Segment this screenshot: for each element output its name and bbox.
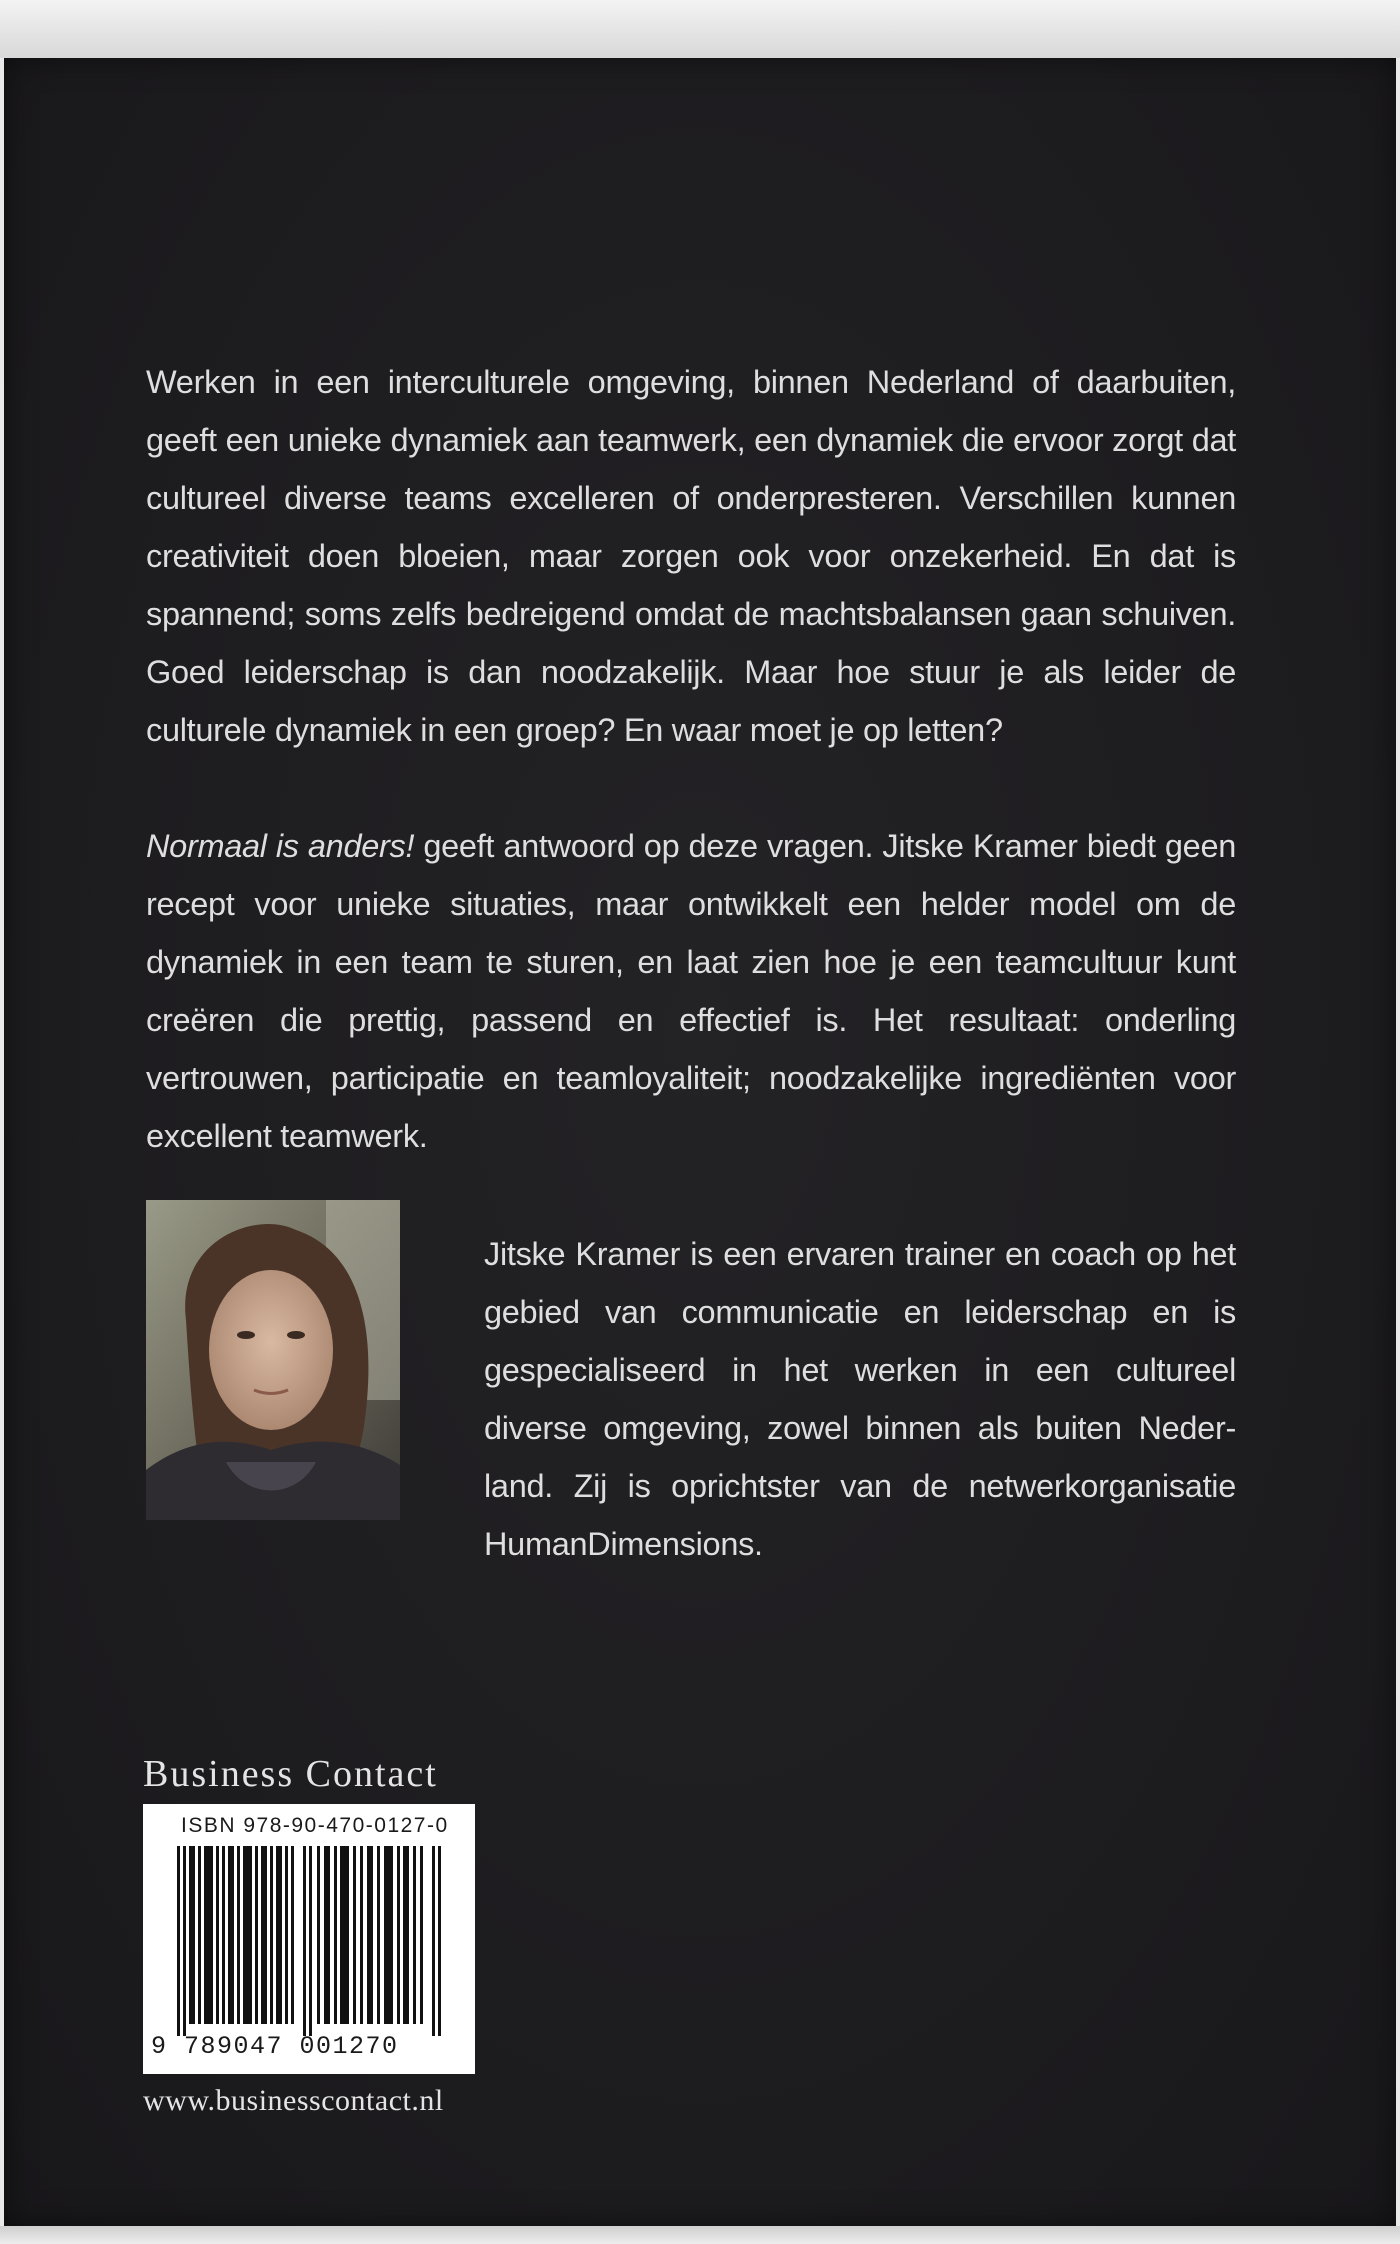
isbn-label: ISBN 978-90-470-0127-0 [181,1814,449,1837]
page-top-edge [0,0,1400,58]
page-bottom-edge [0,2226,1400,2244]
author-portrait-image [146,1200,400,1520]
blurb-paragraph-1: Werken in een interculturele omgeving, binnen Nederland of daarbuiten, geeft een unieke dynamiek aan teamwerk, een dynamiek die ervoor zorgt dat cultureel diverse teams excelleren of onderpresteren. Verschillen kunnen creativiteit doen bloeien, maar zorgen ook voor onzekerheid. En dat is spannend; soms zelfs bedreigend omdat de machtsbalansen gaan schuiven. Goed leiderschap is dan noodzakelijk. Maar hoe stuur je als leider de culturele dynamiek in een groep? En waar moet je op letten? [146,363,1236,748]
barcode-digits: 9 789047 001270 [151,2032,399,2061]
isbn-barcode [143,1804,475,2074]
book-title: Normaal is anders! [146,827,415,864]
blurb-paragraph-2 [146,817,1236,1165]
publisher-website: www.businesscontact.nl [143,2084,444,2117]
author-photo [146,1200,400,1520]
publisher-logo: Business Contact [143,1753,438,1795]
barcode-bars [177,1846,441,2036]
author-bio: Jitske Kramer is een ervaren trainer en coach op het gebied van communicatie en leiderschap en is gespecialiseerd in het werken in een cultureel diverse omgeving, zowel binnen als buiten Neder-land. Zij is oprichtster van de netwerkorganisatie HumanDimensions. [484,1235,1236,1562]
blurb-paragraph-2-text: geeft antwoord op deze vragen. Jitske Kramer biedt geen recept voor unieke situaties, maar ontwikkelt een helder model om de dynamiek in een team te sturen, en laat zien hoe je een teamcultuur kunt creëren die prettig, passend en effectief is. Het resultaat: onderling vertrouwen, participatie en teamloyaliteit; noodzakelijke ingrediënten voor excellent teamwerk. [146,827,1237,1154]
